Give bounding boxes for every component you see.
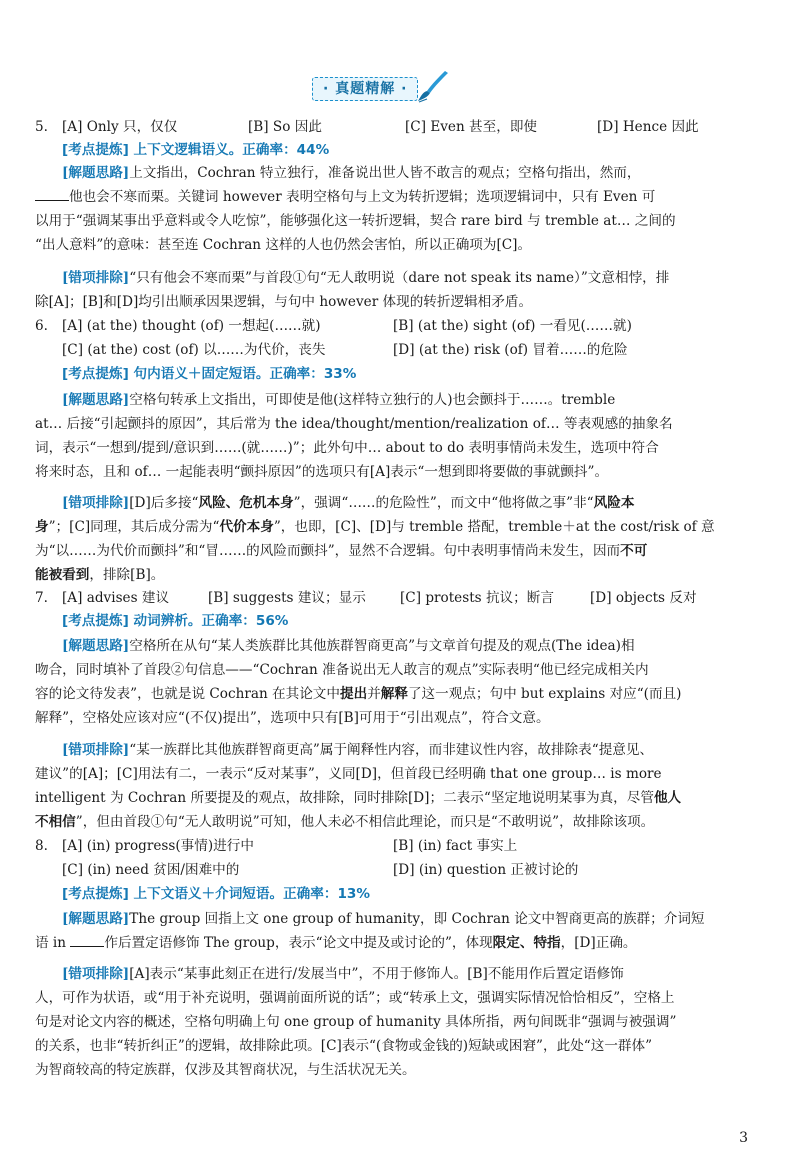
q8-num: 8. <box>35 838 48 854</box>
q6-elim-bold: 不可 <box>620 543 648 559</box>
q7-idea-tag: [解题思路] <box>62 638 130 654</box>
section-title: · 真题精解 · <box>312 77 418 101</box>
q7-idea-line: 解释”，空格处应该对应“(不仅)提出”，选项中只有[B]可用于“引出观点”，符合文意。 <box>35 710 550 726</box>
blank-line <box>35 188 69 201</box>
q6-elim-bold: 能被看到 <box>35 567 90 583</box>
q5-idea-line: 以用于“强调某事出乎意料或令人吃惊”，能够强化这一转折逻辑，契合 rare bird 与 tremble at… 之间的 <box>35 213 676 229</box>
q6-elim-text: 为“以……为代价而颤抖”和“冒……的风险而颤抖”，显然不合逻辑。句中表明事情尚未发生，因而 <box>35 543 621 559</box>
q6-elim-text: ”，强调“……的危险性”，而文中“他将做之事”非“ <box>293 495 594 511</box>
q6-idea-tag: [解题思路] <box>62 392 130 408</box>
q6-elim-bold: 身 <box>35 519 49 535</box>
q6-elim-bold: 代价本身 <box>219 519 274 535</box>
q6-option-b: [B] (at the) sight (of) 一看见(……就) <box>393 318 632 334</box>
q6-option-a: [A] (at the) thought (of) 一想起(……就) <box>62 318 321 334</box>
q8-idea-text: ，[D]正确。 <box>560 935 637 951</box>
q6-option-d: [D] (at the) risk (of) 冒着……的危险 <box>393 342 628 358</box>
q7-elim-tag: [错项排除] <box>62 742 130 758</box>
q7-elim-bold: 他人 <box>653 790 682 806</box>
q7-elim-line: 建议”的[A]；[C]用法有二，一表示“反对某事”，义同[D]，但首段已经明确 that one group… is more <box>35 766 662 782</box>
section-title-text: 真题精解 <box>335 81 396 97</box>
q8-option-d: [D] (in) question 正被讨论的 <box>393 862 579 878</box>
q6-elim-line <box>35 541 647 561</box>
q8-idea-bold: 限定、特指 <box>492 935 561 951</box>
q7-elim-text: ”，但由首段①句“无人敢明说”可知，他人未必不相信此理论，而只是“不敢明说”，故排除该项。 <box>75 814 655 830</box>
q6-idea-line: at… 后接“引起颤抖的原因”，其后常为 the idea/thought/mention/realization of… 等表观感的抽象名 <box>35 416 673 432</box>
q5-option-a: [A] Only 只，仅仅 <box>62 119 178 135</box>
q7-idea-text: 容的论文待发表”，也就是说 Cochran 在其论文中 <box>35 686 340 702</box>
q7-point: [考点提炼] 动词辨析。正确率：56% <box>62 613 289 629</box>
q7-option-c: [C] protests 抗议；断言 <box>400 590 554 606</box>
q7-elim-bold: 不相信 <box>35 814 76 830</box>
q6-idea-line <box>62 390 615 410</box>
q5-idea-text: 他也会不寒而栗。关键词 however 表明空格句与上文为转折逻辑；选项逻辑词中，只有 Even 可 <box>69 189 656 205</box>
q5-idea-text: 上文指出，Cochran 特立独行，准备说出世人皆不敢言的观点；空格句指出，然而， <box>129 165 641 181</box>
q6-elim-line <box>62 493 634 513</box>
q6-idea-text: 空格句转承上文指出，可即使是他(这样特立独行的人)也会颤抖于……。tremble <box>129 392 616 408</box>
q5-point: [考点提炼] 上下文逻辑语义。正确率：44% <box>62 142 330 158</box>
q6-idea-line: 词，表示“一想到/提到/意识到……(就……)”；此外句中… about to do 表明事情尚未发生，选项中符合 <box>35 440 659 456</box>
q6-elim-text: ”；[C]同理，其后成分需为“ <box>48 519 220 535</box>
q5-elim-line: 除[A]；[B]和[D]均引出顺承因果逻辑，与句中 however 体现的转折逻辑相矛盾。 <box>35 294 533 310</box>
q8-option-a: [A] (in) progress(事情)进行中 <box>62 838 254 854</box>
q7-elim-line <box>35 788 681 808</box>
blank-line <box>70 934 104 947</box>
q6-elim-line <box>35 517 715 537</box>
q7-idea-text: 并 <box>367 686 381 702</box>
section-header <box>0 74 800 104</box>
q5-option-b: [B] So 因此 <box>248 119 322 135</box>
q5-option-d: [D] Hence 因此 <box>597 119 699 135</box>
q6-elim-text: ”，也即，[C]、[D]与 tremble 搭配，tremble＋at the cost/risk of 意 <box>273 519 715 535</box>
q8-idea-text: 作后置定语修饰 The group，表示“论文中提及或讨论的”，体现 <box>104 935 493 951</box>
q7-idea-text: 空格所在从句“某人类族群比其他族群智商更高”与文章首句提及的观点(The idea)相 <box>129 638 635 654</box>
q8-elim-line: 为智商较高的特定族群，仅涉及其智商状况，与生活状况无关。 <box>35 1062 416 1078</box>
q6-idea-line: 将来时态，且和 of… 一起能表明“颤抖原因”的选项只有[A]表示“一想到即将要做的事就颤抖”。 <box>35 464 609 480</box>
q7-option-b: [B] suggests 建议；显示 <box>208 590 366 606</box>
q6-elim-bold: 风险本 <box>593 495 635 511</box>
q8-elim-tag: [错项排除] <box>62 966 130 982</box>
q6-elim-text: [D]后多接“ <box>129 495 199 511</box>
brush-icon <box>415 68 451 104</box>
q8-idea-line <box>35 933 637 953</box>
q5-num: 5. <box>35 119 48 135</box>
q8-elim-line: 人，可作为状语，或“用于补充说明，强调前面所说的话”；或“转承上文，强调实际情况恰恰相反”，空格上 <box>35 990 675 1006</box>
q7-idea-line <box>35 684 681 704</box>
q8-elim-line <box>62 964 624 984</box>
q7-elim-text: “某一族群比其他族群智商更高”属于阐释性内容，而非建议性内容，故排除表“提意见、 <box>129 742 654 758</box>
q6-elim-text: ，排除[B]。 <box>89 567 165 583</box>
q8-idea-line <box>62 909 705 929</box>
q5-idea-line <box>35 187 655 207</box>
q8-idea-tag: [解题思路] <box>62 911 130 927</box>
q8-elim-line: 的关系，也非“转折纠正”的逻辑，故排除此项。[C]表示“(食物或金钱的)短缺或困窘”，此处“这一群体” <box>35 1038 653 1054</box>
q6-elim-tag: [错项排除] <box>62 495 130 511</box>
q6-point: [考点提炼] 句内语义＋固定短语。正确率：33% <box>62 366 357 382</box>
q7-idea-line <box>62 636 635 656</box>
q8-idea-text: 语 in <box>35 935 67 951</box>
q7-elim-line <box>62 740 653 760</box>
q8-elim-line: 句是对论文内容的概述，空格句明确上句 one group of humanity 具体所指，两句间既非“强调与被强调” <box>35 1014 677 1030</box>
q6-num: 6. <box>35 318 48 334</box>
q5-option-c: [C] Even 甚至，即使 <box>405 119 538 135</box>
q7-num: 7. <box>35 590 48 606</box>
page-number: 3 <box>739 1130 748 1146</box>
q7-option-d: [D] objects 反对 <box>590 590 697 606</box>
q7-elim-line <box>35 812 654 832</box>
q5-idea-line: “出人意料”的意味：甚至连 Cochran 这样的人也仍然会害怕，所以正确项为[C]。 <box>35 237 532 253</box>
q7-idea-text: 了这一观点；句中 but explains 对应“(而且) <box>407 686 682 702</box>
q7-idea-line: 吻合，同时填补了首段②句信息——“Cochran 准备说出无人敢言的观点”实际表明“他已经完成相关内 <box>35 662 649 678</box>
q7-elim-text: intelligent 为 Cochran 所要提及的观点，故排除，同时排除[D]；二表示“坚定地说明某事为真，尽管 <box>35 790 654 806</box>
q5-elim-text: “只有他会不寒而栗”与首段①句“无人敢明说（dare not speak its name）”文意相悖，排 <box>129 270 670 286</box>
q6-option-c: [C] (at the) cost (of) 以……为代价，丧失 <box>62 342 326 358</box>
q8-elim-text: [A]表示“某事此刻正在进行/发展当中”，不用于修饰人。[B]不能用作后置定语修饰 <box>129 966 624 982</box>
q5-idea-tag: [解题思路] <box>62 165 130 181</box>
q7-option-a: [A] advises 建议 <box>62 590 170 606</box>
q5-elim-line <box>62 268 669 288</box>
q6-elim-line <box>35 565 164 585</box>
q8-option-b: [B] (in) fact 事实上 <box>393 838 518 854</box>
q8-point: [考点提炼] 上下文语义＋介词短语。正确率：13% <box>62 886 370 902</box>
q8-idea-text: The group 回指上文 one group of humanity，即 Cochran 论文中智商更高的族群；介词短 <box>129 911 705 927</box>
q7-idea-bold: 解释 <box>380 686 408 702</box>
q8-option-c: [C] (in) need 贫困/困难中的 <box>62 862 240 878</box>
q5-idea-line <box>62 163 640 183</box>
q6-elim-bold: 风险、危机本身 <box>198 495 294 511</box>
q7-idea-bold: 提出 <box>340 686 368 702</box>
q5-elim-tag: [错项排除] <box>62 270 130 286</box>
